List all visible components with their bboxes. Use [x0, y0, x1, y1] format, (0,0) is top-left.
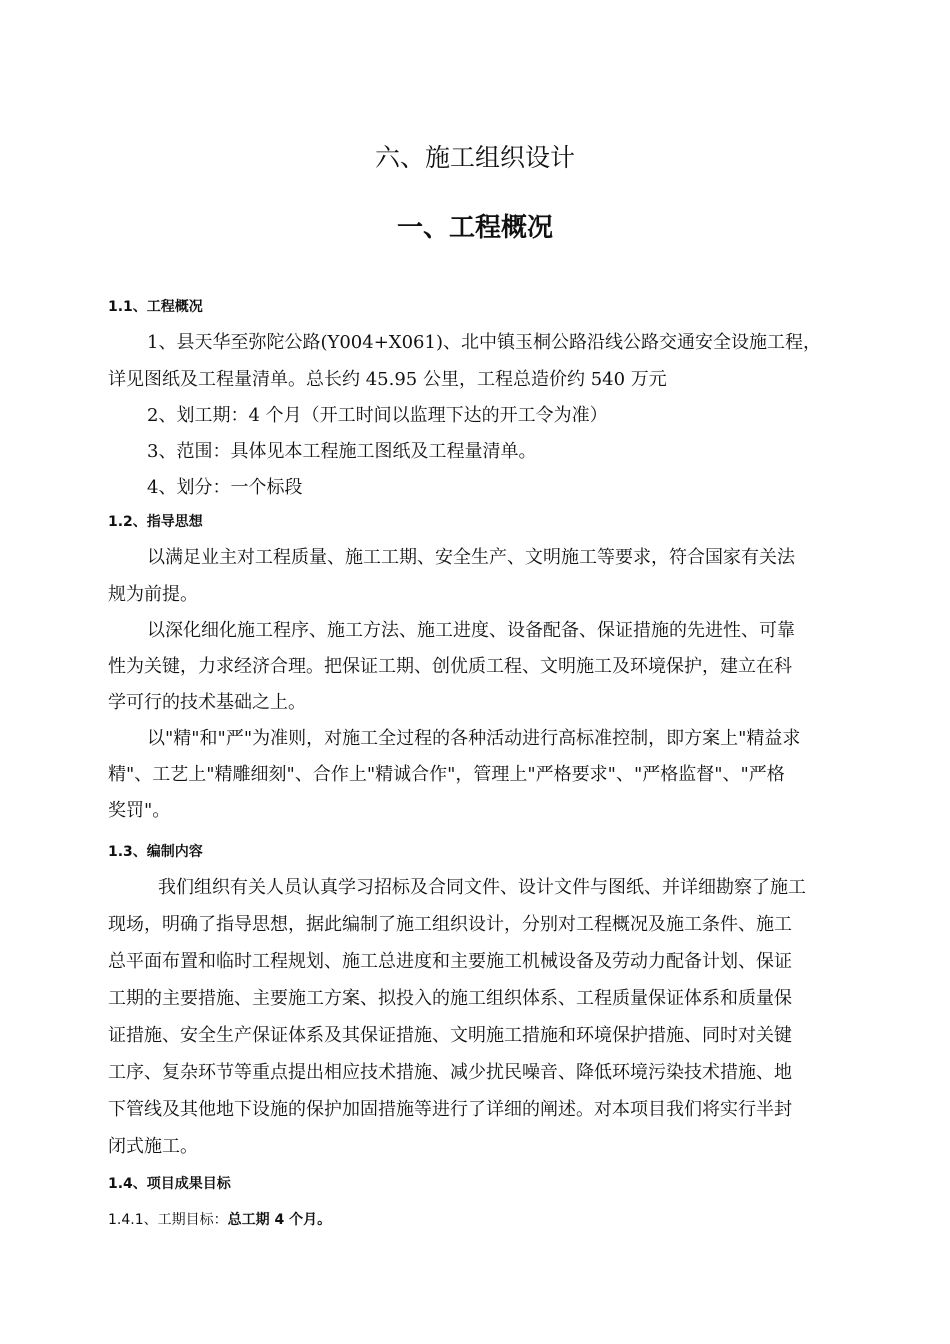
subsection-value: 总工期 4 个月。 [227, 1212, 332, 1228]
paragraph-line: 以"精"和"严"为准则，对施工全过程的各种活动进行高标准控制，即方案上"精益求 [147, 728, 801, 749]
paragraph-line: 性为关键，力求经济合理。把保证工期、创优质工程、文明施工及环境保护，建立在科 [108, 656, 792, 677]
paragraph-line: 工序、复杂环节等重点提出相应技术措施、减少扰民噪音、降低环境污染技术措施、地 [108, 1062, 792, 1083]
paragraph-line: 3、范围：具体见本工程施工图纸及工程量清单。 [147, 441, 537, 462]
paragraph-line: 2、划工期：4 个月（开工时间以监理下达的开工令为准） [147, 405, 608, 426]
section-1-2-title: 1.2、指导思想 [108, 514, 203, 530]
paragraph-line: 规为前提。 [108, 584, 198, 605]
paragraph-line: 工期的主要措施、主要施工方案、拟投入的施工组织体系、工程质量保证体系和质量保 [108, 988, 792, 1009]
paragraph-line: 以深化细化施工程序、施工方法、施工进度、设备配备、保证措施的先进性、可靠 [147, 620, 795, 641]
paragraph-line: 以满足业主对工程质量、施工工期、安全生产、文明施工等要求，符合国家有关法 [147, 547, 795, 568]
paragraph-line: 现场，明确了指导思想，据此编制了施工组织设计，分别对工程概况及施工条件、施工 [108, 914, 792, 935]
paragraph-line: 4、划分：一个标段 [147, 477, 303, 498]
paragraph-line: 总平面布置和临时工程规划、施工总进度和主要施工机械设备及劳动力配备计划、保证 [108, 951, 792, 972]
paragraph-line: 闭式施工。 [108, 1136, 198, 1157]
paragraph-line: 学可行的技术基础之上。 [108, 692, 306, 713]
section-1-4-title: 1.4、项目成果目标 [108, 1176, 231, 1192]
paragraph-line: 1、县天华至弥陀公路(Y004+X061)、北中镇玉桐公路沿线公路交通安全设施工程， [147, 332, 821, 353]
subsection-1-4-1 [108, 1210, 331, 1230]
subsection-label: 1.4.1、工期目标： [108, 1212, 228, 1228]
paragraph-line: 下管线及其他地下设施的保护加固措施等进行了详细的阐述。对本项目我们将实行半封 [108, 1099, 792, 1120]
paragraph-line: 我们组织有关人员认真学习招标及合同文件、设计文件与图纸、并详细勘察了施工 [158, 877, 806, 898]
section-1-3-title: 1.3、编制内容 [108, 844, 203, 860]
paragraph-line: 精"、工艺上"精雕细刻"、合作上"精诚合作"，管理上"严格要求"、"严格监督"、"严格 [108, 764, 785, 785]
paragraph-line: 证措施、安全生产保证体系及其保证措施、文明施工措施和环境保护措施、同时对关键 [108, 1025, 792, 1046]
chapter-heading: 一、工程概况 [396, 213, 553, 243]
section-1-1-title: 1.1、工程概况 [108, 299, 203, 315]
document-title: 六、施工组织设计 [374, 143, 575, 172]
paragraph-line: 详见图纸及工程量清单。总长约 45.95 公里，工程总造价约 540 万元 [108, 369, 667, 390]
paragraph-line: 奖罚"。 [108, 800, 171, 821]
